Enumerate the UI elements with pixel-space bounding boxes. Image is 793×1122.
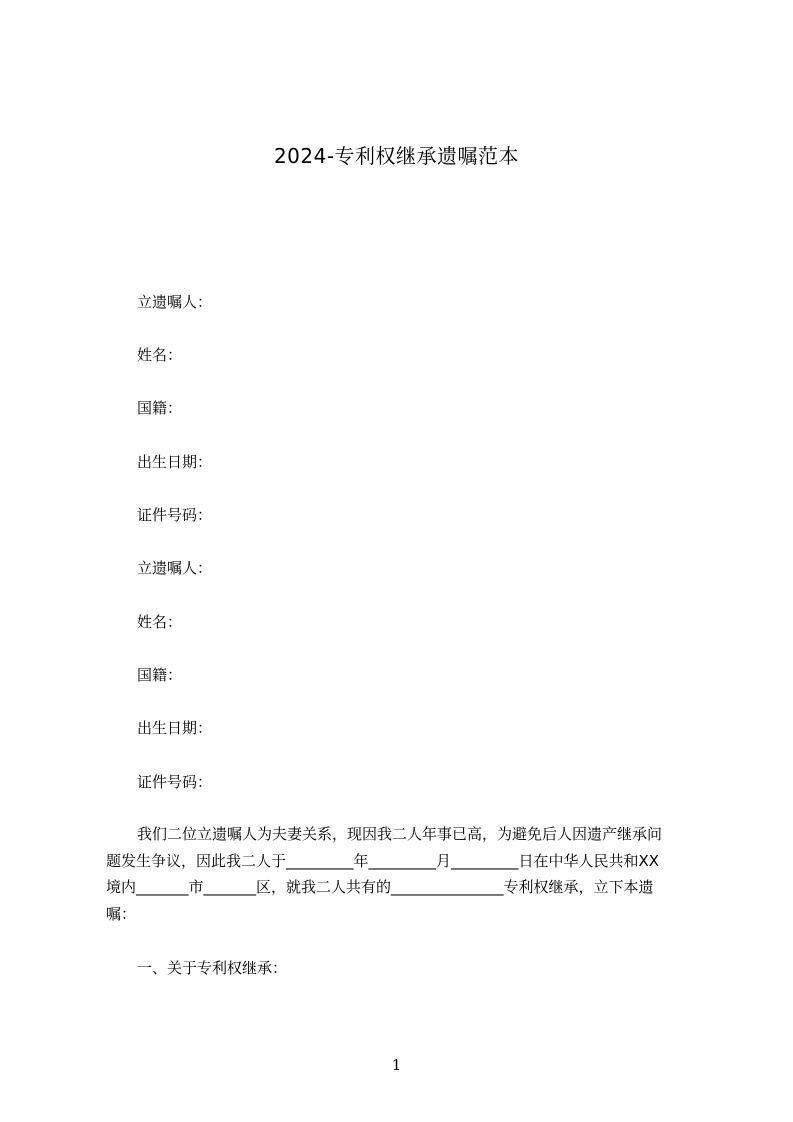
paragraph-line: 我们二位立遗嘱人为夫妻关系，现因我二人年事已高，为避免后人因遗产继承问 bbox=[137, 825, 663, 843]
paragraph-line: 嘱： bbox=[106, 904, 137, 923]
testator-label-1: 立遗嘱人： bbox=[137, 293, 213, 311]
body-paragraph bbox=[106, 821, 700, 927]
id-number-label-2: 证件号码： bbox=[137, 773, 213, 791]
name-label-2: 姓名： bbox=[137, 613, 183, 631]
page-number: 1 bbox=[391, 1056, 402, 1074]
document-title: 2024-专利权继承遗嘱范本 bbox=[273, 144, 520, 168]
paragraph-line: 境内_______市_______区，就我二人共有的_______________专利权继承，立下本遗 bbox=[106, 878, 654, 896]
birth-date-label-1: 出生日期： bbox=[137, 453, 213, 471]
section-heading: 一、关于专利权继承： bbox=[137, 959, 288, 977]
nationality-label-2: 国籍： bbox=[137, 666, 183, 684]
paragraph-line: 题发生争议，因此我二人于_________年_________月_________日在中华人民共和XX bbox=[106, 851, 660, 870]
birth-date-label-2: 出生日期： bbox=[137, 719, 213, 737]
id-number-label-1: 证件号码： bbox=[137, 506, 213, 524]
name-label-1: 姓名： bbox=[137, 346, 183, 364]
nationality-label-1: 国籍： bbox=[137, 399, 183, 417]
testator-label-2: 立遗嘱人： bbox=[137, 559, 213, 577]
